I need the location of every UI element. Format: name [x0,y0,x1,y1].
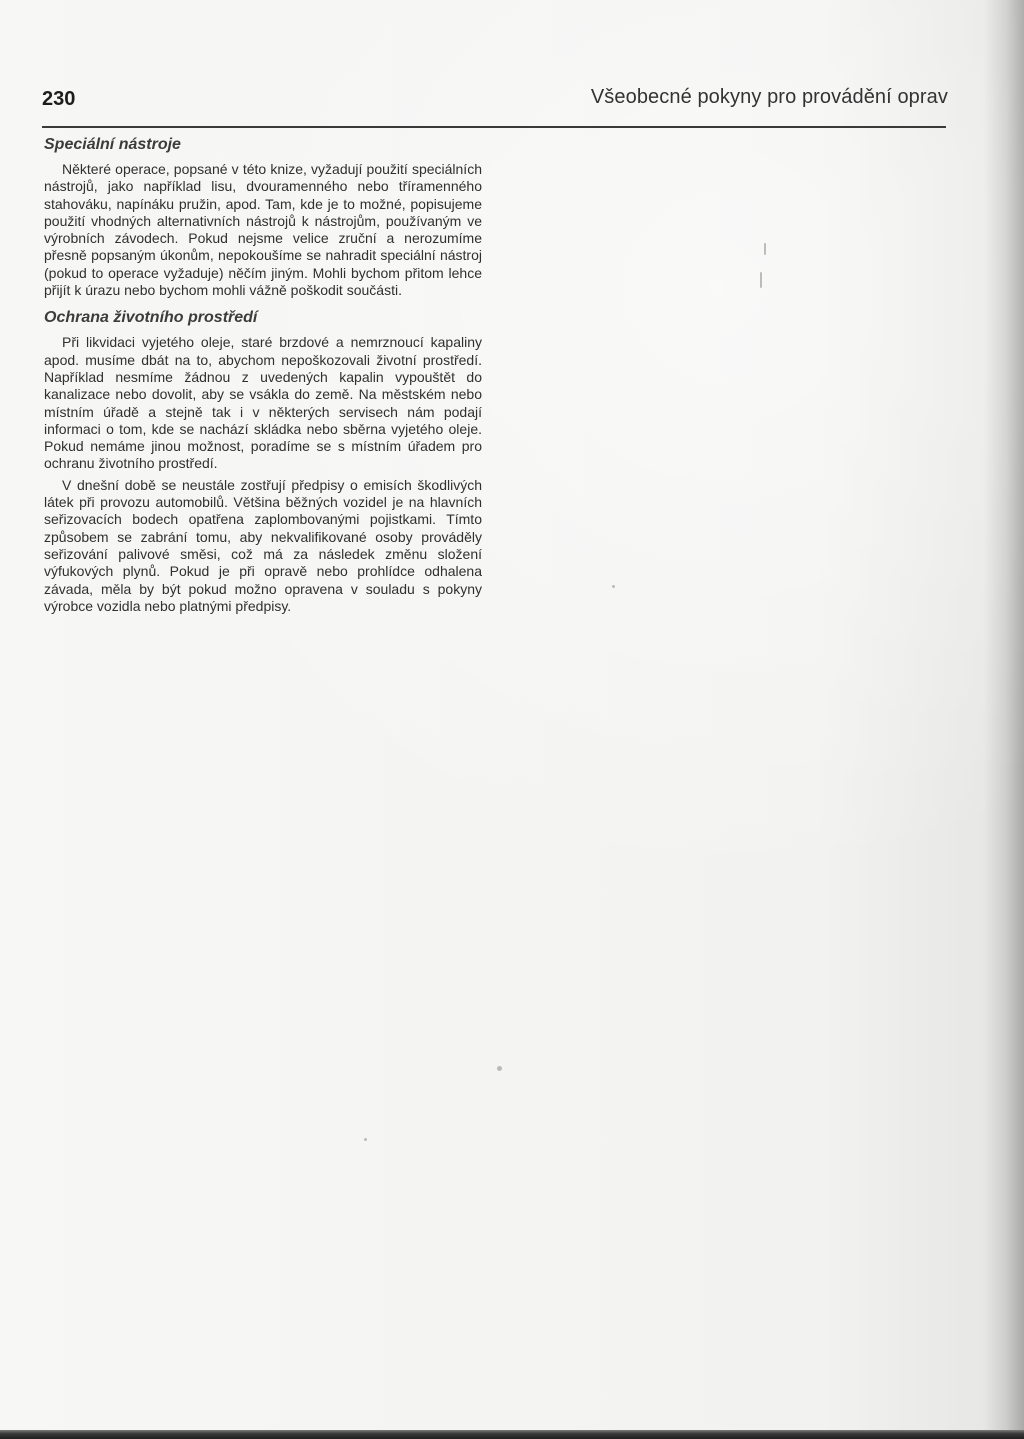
paragraph-environment-1: Při likvidaci vyjetého oleje, staré brzdové a nemrznoucí kapaliny apod. musíme dbát na to, abychom nepoškozovali životní prostředí. Například nesmíme žádnou z uvedených kapalin vypouštět do kanalizace nebo dovolit, aby se vsákla do země. Na městském nebo místním úřadě a stejně tak i v některých servisech nám podají informaci o tom, kde se nachází skládka nebo sběrna vyjetého oleje. Pokud nemáme jinou možnost, poradíme se s místním úřadem pro ochranu životního prostředí. [44,334,482,472]
page-header [42,84,948,124]
page-number: 230 [42,88,76,110]
text-column [44,134,482,621]
page-edge-shadow [984,0,1024,1439]
section-special-tools [44,134,482,299]
scan-speck [764,243,766,255]
scan-speck [612,585,615,588]
paragraph-environment-2: V dnešní době se neustále zostřují předpisy o emisích škodlivých látek při provozu automobilů. Většina běžných vozidel je na hlavních seřizovacích bodech opatřena zaplombovanými pojistkami. Tímto způsobem se zabrání tomu, aby nekvalifikované osoby prováděly seřizování palivové směsi, což má za následek změnu složení výfukových plynů. Pokud je při opravě nebo prohlídce odhalena závada, měla by být pokud možno opravena v souladu s pokyny výrobce vozidla nebo platnými předpisy. [44,476,482,614]
section-heading-special-tools: Speciální nástroje [44,136,181,153]
chapter-title: Všeobecné pokyny pro provádění oprav [590,86,948,108]
scan-speck [497,1066,502,1071]
section-environment [44,307,482,615]
header-rule [42,126,946,128]
scan-speck [364,1138,367,1141]
section-heading-environment: Ochrana životního prostředí [44,309,258,327]
scan-speck [760,272,762,288]
paragraph-special-tools: Některé operace, popsané v této knize, vyžadují použití speciálních nástrojů, jako například lisu, dvouramenného nebo tříramenného stahováku, napínáku pružin, apod. Tam, kde je to možné, popisujeme použití vhodných alternativních nástrojů k nástrojům, používaným ve výrobních závodech. Pokud nejsme velice zruční a nerozumíme přesně popsaným úkonům, nepokoušíme se nahradit speciální nástroj (pokud to operace vyžaduje) něčím jiným. Mohli bychom přitom lehce přijít k úrazu nebo bychom mohli vážně poškodit součásti. [44,161,482,299]
scan-bottom-edge [0,1430,1024,1439]
